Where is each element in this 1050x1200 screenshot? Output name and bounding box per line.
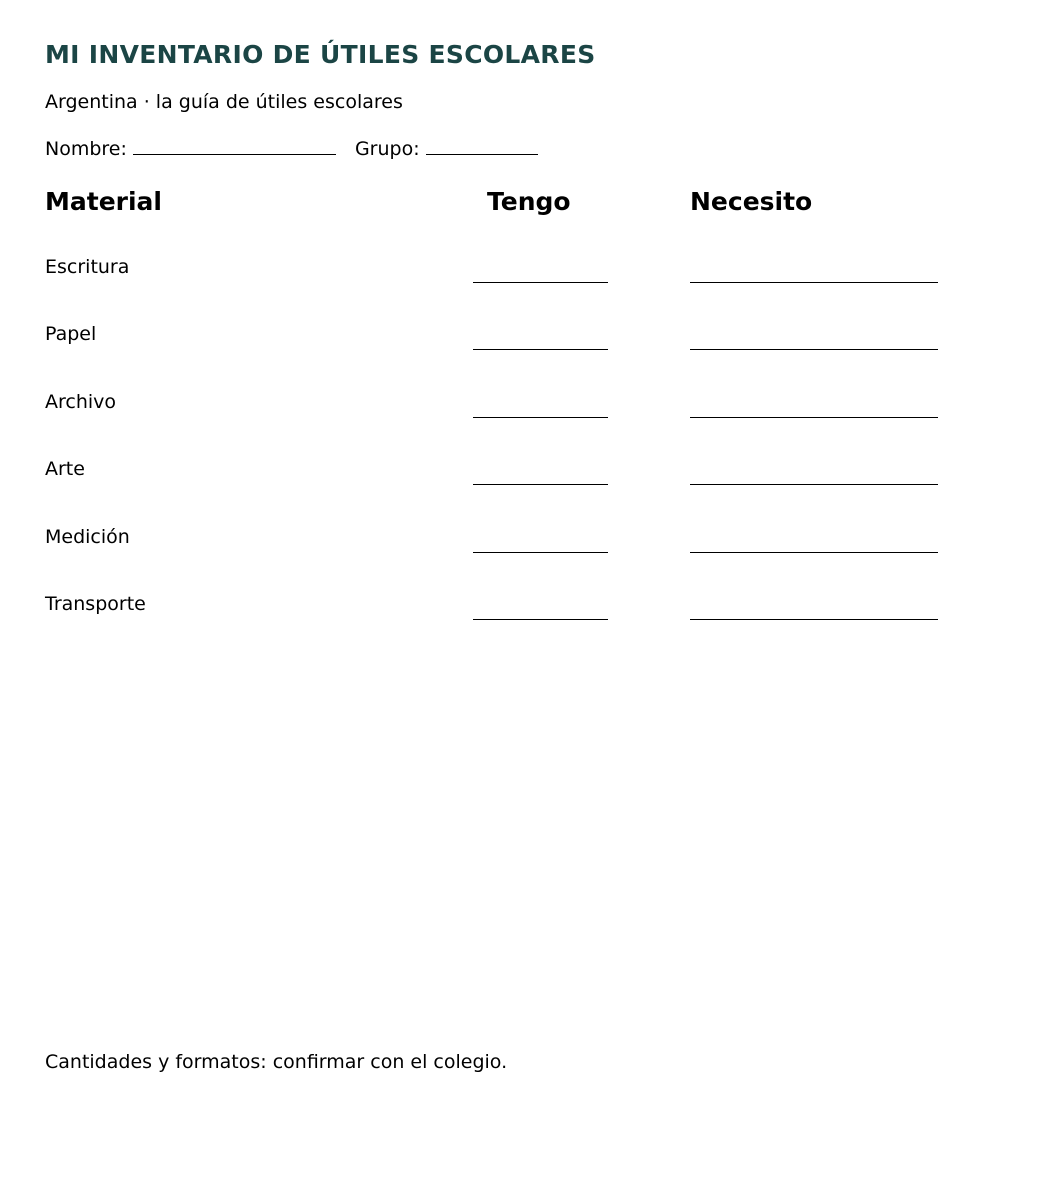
necesito-blank[interactable]	[690, 552, 938, 553]
necesito-blank[interactable]	[690, 349, 938, 350]
table-row	[0, 458, 1050, 498]
table-row	[0, 323, 1050, 363]
row-label-arte: Arte	[45, 458, 85, 480]
student-info-line	[45, 136, 538, 160]
group-label: Grupo:	[354, 138, 420, 160]
necesito-blank[interactable]	[690, 282, 938, 283]
tengo-blank[interactable]	[473, 552, 608, 553]
necesito-blank[interactable]	[690, 417, 938, 418]
tengo-blank[interactable]	[473, 349, 608, 350]
necesito-blank[interactable]	[690, 619, 938, 620]
page-subtitle: Argentina · la guía de útiles escolares	[45, 91, 403, 113]
tengo-blank[interactable]	[473, 484, 608, 485]
row-label-medicion: Medición	[45, 526, 130, 548]
row-label-escritura: Escritura	[45, 256, 130, 278]
row-label-papel: Papel	[45, 323, 97, 345]
table-row	[0, 526, 1050, 566]
page-title: MI INVENTARIO DE ÚTILES ESCOLARES	[45, 40, 596, 69]
column-header-necesito: Necesito	[690, 187, 813, 216]
footer-note: Cantidades y formatos: confirmar con el colegio.	[45, 1051, 508, 1073]
column-header-material: Material	[45, 187, 162, 216]
tengo-blank[interactable]	[473, 282, 608, 283]
table-row	[0, 593, 1050, 633]
table-row	[0, 391, 1050, 431]
name-blank[interactable]	[133, 136, 336, 155]
tengo-blank[interactable]	[473, 619, 608, 620]
row-label-archivo: Archivo	[45, 391, 117, 413]
column-header-tengo: Tengo	[487, 187, 571, 216]
necesito-blank[interactable]	[690, 484, 938, 485]
table-row	[0, 256, 1050, 296]
tengo-blank[interactable]	[473, 417, 608, 418]
name-label: Nombre:	[45, 138, 127, 160]
row-label-transporte: Transporte	[45, 593, 146, 615]
group-blank[interactable]	[426, 136, 538, 155]
